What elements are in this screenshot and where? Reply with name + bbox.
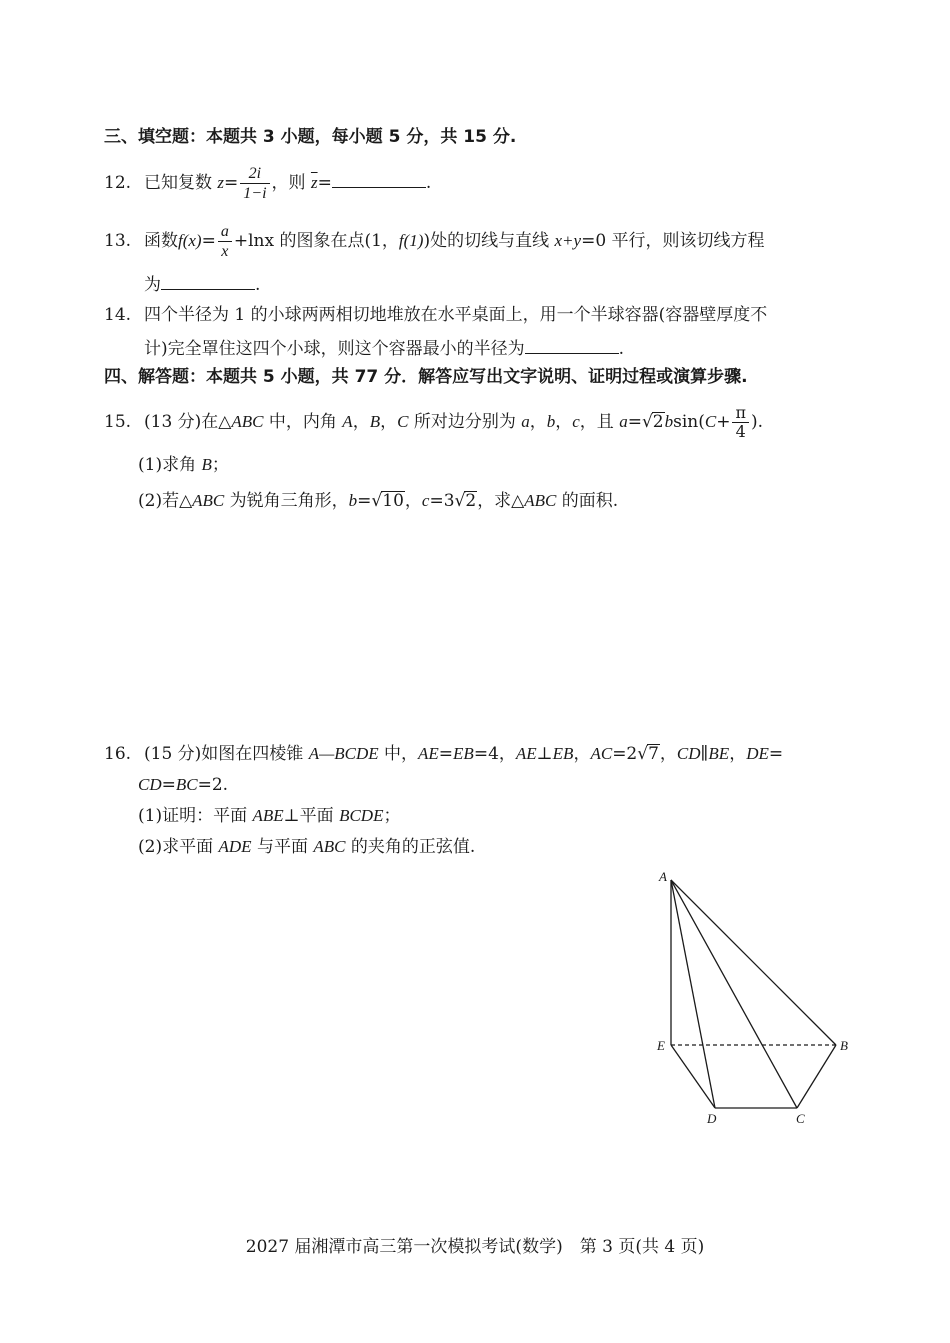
var-ADE: ADE bbox=[218, 837, 252, 856]
question-number: 16. bbox=[104, 744, 132, 764]
comma: ， bbox=[659, 744, 677, 764]
frac-numerator: π bbox=[732, 404, 749, 423]
frac-denominator: x bbox=[221, 243, 229, 260]
page-footer: 2027 届湘潭市高三第一次模拟考试(数学) 第 3 页(共 4 页) bbox=[245, 1237, 705, 1257]
var-a: a bbox=[619, 412, 628, 431]
answer-blank[interactable] bbox=[161, 275, 255, 290]
equals: = bbox=[224, 173, 239, 193]
q16-part1-perp: ⊥平面 bbox=[283, 806, 334, 826]
semicolon: ； bbox=[383, 806, 401, 826]
var-C: C bbox=[704, 412, 717, 431]
parallel-symbol: ∥ bbox=[700, 744, 709, 764]
equals: = bbox=[357, 491, 372, 511]
var-BCDE: BCDE bbox=[339, 806, 384, 825]
sqrt-2: 2 bbox=[652, 412, 664, 432]
var-AE: AE bbox=[515, 744, 537, 763]
var-EB: EB bbox=[453, 744, 474, 763]
question-16-line2 bbox=[138, 776, 228, 794]
var-f1: f(1) bbox=[398, 231, 424, 250]
var-fx: f(x) bbox=[178, 231, 202, 250]
var-B: B bbox=[369, 412, 381, 431]
question-number: 15. bbox=[104, 412, 132, 432]
var-A: A bbox=[342, 412, 353, 431]
q16-part2-end: 的夹角的正弦值. bbox=[350, 837, 476, 857]
equals: = bbox=[768, 744, 784, 764]
var-a: a bbox=[521, 412, 530, 431]
var-c: c bbox=[572, 412, 580, 431]
var-CD: CD bbox=[676, 744, 701, 763]
q16-part2-text: (2)求平面 bbox=[138, 837, 214, 857]
var-abc: ABC bbox=[192, 491, 225, 510]
var-b: b bbox=[664, 412, 674, 431]
q13-mid-text: 的图象在点(1， bbox=[279, 231, 399, 251]
var-line: x+y bbox=[554, 231, 582, 250]
question-15-part2: (2)若△ABC 为锐角三角形，b=√10，c=3√2，求△ABC 的面积. bbox=[138, 491, 619, 511]
comma: ， bbox=[729, 744, 747, 764]
question-13-line2 bbox=[144, 275, 260, 294]
answer-blank[interactable] bbox=[332, 173, 426, 188]
sqrt-10: 10 bbox=[382, 491, 404, 511]
equals-2: =2 bbox=[612, 744, 638, 764]
fraction bbox=[218, 222, 232, 262]
sqrt-2: 2 bbox=[465, 491, 477, 511]
plus: + bbox=[716, 412, 731, 432]
answer-blank[interactable] bbox=[525, 339, 619, 354]
var-abc: ABC bbox=[231, 412, 264, 431]
comma: ， bbox=[573, 744, 591, 764]
equals-4: =4， bbox=[473, 744, 516, 764]
var-z: z bbox=[217, 173, 225, 192]
sqrt-7: 7 bbox=[648, 744, 659, 764]
q15-part2-text: (2)若△ bbox=[138, 491, 193, 511]
edge-AB bbox=[671, 880, 836, 1045]
q13-line2-text: 为 bbox=[144, 275, 161, 295]
equals-3: =3 bbox=[429, 491, 455, 511]
frac-denominator: 1−i bbox=[243, 185, 267, 202]
q13-text: 函数 bbox=[144, 231, 178, 251]
var-AC: AC bbox=[590, 744, 613, 763]
question-16-part1 bbox=[138, 807, 400, 825]
q15-text2: 中，内角 bbox=[268, 412, 337, 432]
question-number: 13. bbox=[104, 231, 132, 251]
frac-denominator: 4 bbox=[735, 422, 746, 441]
var-abc: ABC bbox=[524, 491, 557, 510]
q15-part2-tail: ，求△ bbox=[477, 491, 525, 511]
question-15: 15. (13 分)在△ABC 中，内角 A，B，C 所对边分别为 a，b，c，且 a=√2bsin(C+ $\frac{\pi}{4}$ ). bbox=[104, 402, 764, 441]
var-b: b bbox=[348, 491, 358, 510]
q15-part2-mid: 为锐角三角形， bbox=[229, 491, 349, 511]
pyramid-figure bbox=[640, 860, 870, 1140]
fraction bbox=[732, 404, 749, 442]
var-ABE: ABE bbox=[252, 806, 284, 825]
fraction bbox=[240, 164, 269, 204]
q15-text3: 所对边分别为 bbox=[413, 412, 516, 432]
question-number: 12. bbox=[104, 173, 132, 193]
q14-line1: 四个半径为 1 的小球两两相切地堆放在水平桌面上，用一个半球容器(容器壁厚度不 bbox=[144, 305, 768, 325]
equals: = bbox=[317, 173, 332, 193]
section-4-title: 四、解答题：本题共 5 小题，共 77 分．解答应写出文字说明、证明过程或演算步骤. bbox=[104, 367, 748, 387]
var-ABC: ABC bbox=[313, 837, 346, 856]
var-BE: BE bbox=[708, 744, 730, 763]
question-12 bbox=[104, 163, 431, 203]
question-13 bbox=[104, 221, 765, 261]
equals-2: =2. bbox=[197, 775, 229, 795]
period: . bbox=[255, 275, 261, 295]
q14-line2: 计)完全罩住这四个小球，则这个容器最小的半径为 bbox=[144, 339, 525, 359]
q15-part2-end: 的面积. bbox=[561, 491, 619, 511]
q12-text: 已知复数 bbox=[144, 173, 212, 193]
q15-text: (13 分)在△ bbox=[144, 412, 232, 432]
var-b: b bbox=[546, 412, 556, 431]
var-pyramid: A—BCDE bbox=[308, 744, 379, 763]
frac-numerator: 2i bbox=[248, 164, 262, 182]
var-C: C bbox=[397, 412, 409, 431]
question-16: 16. (15 分)如图在四棱锥 A—BCDE 中，AE=EB=4，AE⊥EB，AC=2√7，CD∥BE，DE= bbox=[104, 744, 784, 764]
q13-mid2-text: )处的切线与直线 bbox=[423, 231, 550, 251]
question-number: 14. bbox=[104, 305, 132, 325]
edge-AD bbox=[671, 880, 715, 1108]
q16-text2: 中， bbox=[384, 744, 419, 764]
edge-CB bbox=[797, 1045, 836, 1108]
question-14-line2 bbox=[144, 339, 624, 358]
label-B: B bbox=[840, 1038, 848, 1053]
equals: = bbox=[627, 412, 642, 432]
question-14 bbox=[104, 307, 767, 324]
period: . bbox=[425, 173, 432, 193]
label-A: A bbox=[659, 869, 667, 884]
q15-part1-text: (1)求角 bbox=[138, 455, 197, 475]
q16-part1-text: (1)证明：平面 bbox=[138, 806, 248, 826]
label-E: E bbox=[657, 1038, 665, 1053]
var-CD: CD bbox=[138, 775, 162, 794]
q12-mid-text: ，则 bbox=[271, 173, 306, 193]
var-c: c bbox=[421, 491, 430, 510]
q16-part2-mid: 与平面 bbox=[256, 837, 308, 857]
q15-text4: ，且 bbox=[579, 412, 614, 432]
var-BC: BC bbox=[175, 775, 198, 794]
label-C: C bbox=[796, 1111, 805, 1126]
equals: = bbox=[438, 744, 454, 764]
equals: = bbox=[201, 231, 216, 251]
question-15-part1 bbox=[138, 456, 229, 474]
var-AE: AE bbox=[418, 744, 439, 763]
q16-text: (15 分)如图在四棱锥 bbox=[144, 744, 304, 764]
var-DE: DE bbox=[746, 744, 769, 763]
label-D: D bbox=[707, 1111, 717, 1126]
period: . bbox=[618, 339, 625, 359]
close-paren: ). bbox=[750, 412, 764, 432]
sin-func: sin( bbox=[673, 412, 705, 432]
section-3-title: 三、填空题：本题共 3 小题，每小题 5 分，共 15 分. bbox=[104, 127, 517, 147]
ln-term: +lnx bbox=[233, 231, 275, 251]
edge-AC bbox=[671, 880, 797, 1108]
q13-tail-text: =0 平行，则该切线方程 bbox=[581, 231, 765, 251]
var-z-conjugate: $\overline{z}$ bbox=[310, 173, 318, 192]
frac-numerator: a bbox=[220, 222, 229, 240]
equals: = bbox=[161, 775, 176, 795]
var-B: B bbox=[201, 455, 212, 474]
perp-symbol: ⊥ bbox=[536, 744, 553, 764]
var-EB: EB bbox=[552, 744, 574, 763]
question-16-part2 bbox=[138, 838, 475, 856]
semicolon: ； bbox=[211, 455, 229, 475]
